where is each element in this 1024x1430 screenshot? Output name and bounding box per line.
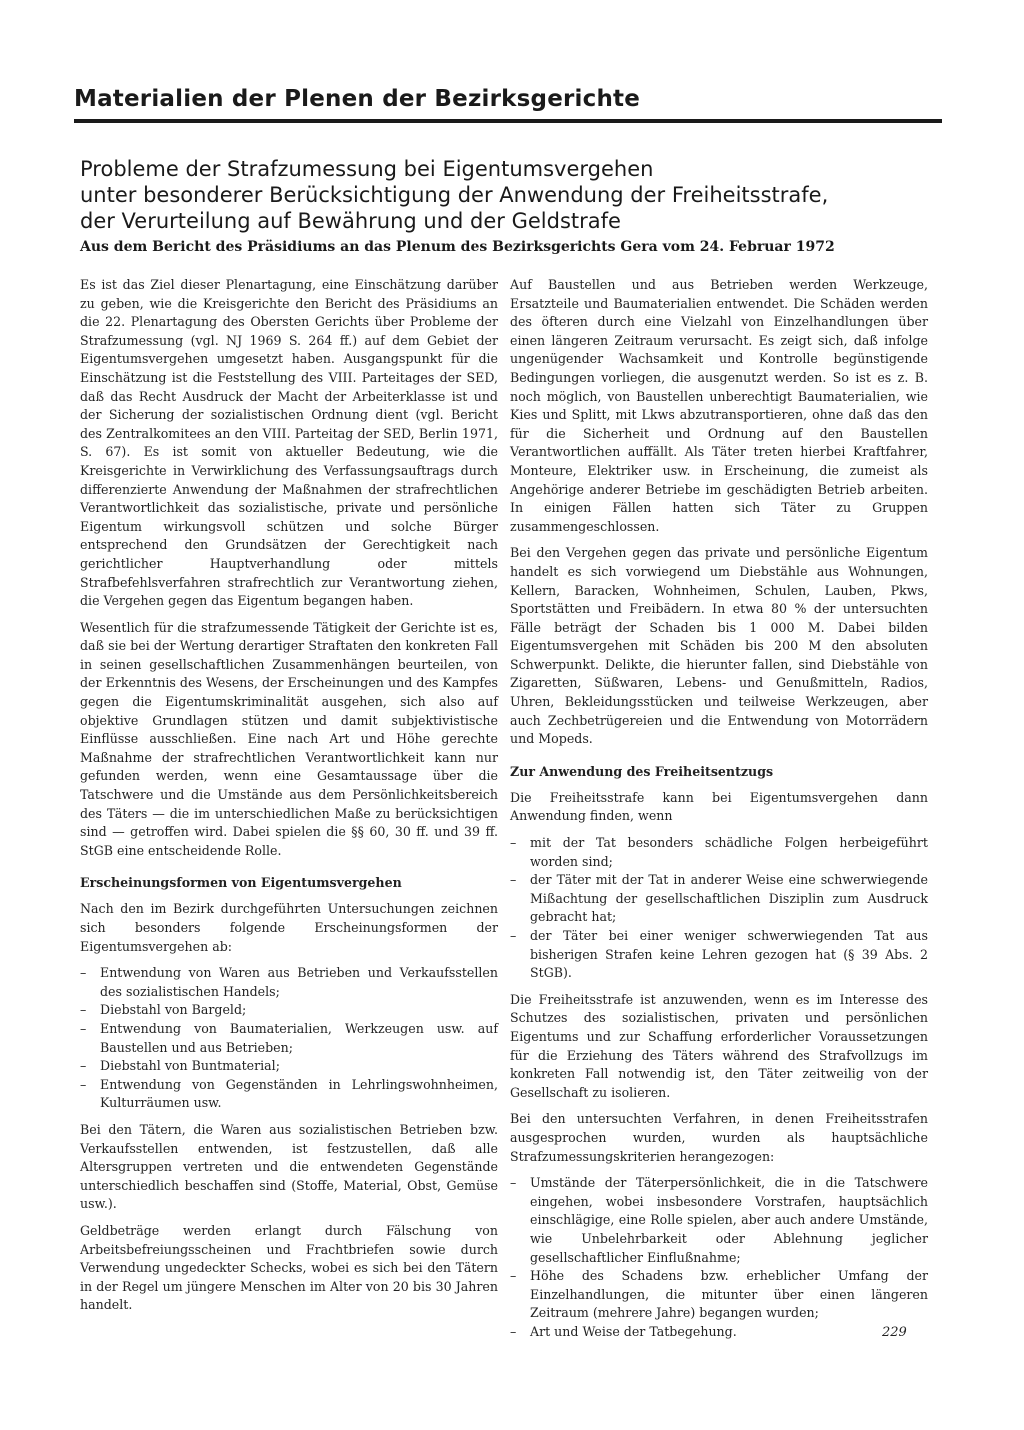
list-item: – der Täter mit der Tat in anderer Weise eine schwerwiegende Mißachtung der gesellschaftlichen Disziplin zum Ausdruck gebracht hat;: [510, 871, 928, 927]
list-item: – mit der Tat besonders schädliche Folgen herbeigeführt worden sind;: [510, 834, 928, 871]
left-column: [80, 276, 498, 1323]
paragraph: Es ist das Ziel dieser Plenartagung, eine Einschätzung darüber zu geben, wie die Kreisgerichte den Bericht des Präsidiums an die 22. Plenartagung des Obersten Gerichts über Probleme der Strafzumessung (vgl. NJ 1969 S. 264 ff.) auf dem Gebiet der Eigentumsvergehen umgesetzt haben. Ausgangspunkt für die Einschätzung ist die Feststellung des VIII. Parteitages der SED, daß das Recht Ausdruck der Macht der Arbeiterklasse ist und der Sicherung der sozialistischen Ordnung dient (vgl. Bericht des Zentralkomitees an den VIII. Parteitag der SED, Berlin 1971, S. 67). Es ist somit von aktueller Bedeutung, wie die Kreisgerichte in Verwirklichung des Verfassungsauftrags durch differenzierte Anwendung der Maßnahmen der strafrechtlichen Verantwortlichkeit das sozialistische, private und persönliche Eigentum wirkungsvoll schützen und solche Bürger entsprechend den Grundsätzen der Gerechtigkeit nach gerichtlicher Hauptverhandlung oder mittels Strafbefehlsverfahren strafrechtlich zur Verantwortung ziehen, die Vergehen gegen das Eigentum begangen haben.: [80, 277, 498, 609]
paragraph: Bei den Vergehen gegen das private und persönliche Eigentum handelt es sich vorwiegend um Diebstähle aus Wohnungen, Kellern, Baracken, Wohnheimen, Schulen, Lauben, Pkws, Sportstätten und Freibädern. In etwa 80 % der untersuchten Fälle beträgt der Schaden bis 1 000 M. Dabei bilden Eigentumsvergehen mit Schäden bis 200 M den absoluten Schwerpunkt. Delikte, die hierunter fallen, sind Diebstähle von Zigaretten, Süßwaren, Lebens- und Genußmitteln, Radios, Uhren, Bekleidungsstücken und teilweise Werkzeugen, aber auch Zechbetrügereien und die Entwendung von Motorrädern und Mopeds.: [510, 545, 928, 747]
article-title-line: unter besonderer Berücksichtigung der Anwendung der Freiheitsstrafe,: [80, 183, 829, 207]
article-title-line: Probleme der Strafzumessung bei Eigentumsvergehen: [80, 157, 654, 181]
dash-list: [510, 1174, 928, 1341]
paragraph: Bei den Tätern, die Waren aus sozialistischen Betrieben bzw. Verkaufsstellen entwenden, ist festzustellen, daß alle Altersgruppen vertreten und die entwendeten Gegenstände unterschiedlich beschaffen sind (Stoffe, Material, Obst, Gemüse usw.).: [80, 1121, 498, 1212]
list-item: – Art und Weise der Tatbegehung.: [510, 1323, 928, 1342]
article-title-line: der Verurteilung auf Bewährung und der Geldstrafe: [80, 209, 621, 233]
section-title: Materialien der Plenen der Bezirksgerichte: [74, 86, 641, 112]
dash-list: [510, 834, 928, 983]
list-item: – der Täter bei einer weniger schwerwiegenden Tat aus bisherigen Strafen keine Lehren gezogen hat (§ 39 Abs. 2 StGB).: [510, 927, 928, 983]
paragraph: Bei den untersuchten Verfahren, in denen Freiheitsstrafen ausgesprochen wurden, wurden als hauptsächliche Strafzumessungskriterien herangezogen:: [510, 1111, 928, 1164]
list-item: – Umstände der Täterpersönlichkeit, die in die Tatschwere eingehen, wobei insbesondere Vorstrafen, hauptsächlich einschlägige, eine Rolle spielen, aber auch andere Umstände, wie Unbelehrbarkeit oder Ablehnung jeglicher gesellschaftlicher Einflußnahme;: [510, 1174, 928, 1267]
dash-list: [80, 964, 498, 1113]
paragraph: Auf Baustellen und aus Betrieben werden Werkzeuge, Ersatzteile und Baumaterialien entwendet. Die Schäden werden des öfteren durch eine Vielzahl von Einzelhandlungen über einen längeren Zeitraum verursacht. Es zeigt sich, daß infolge ungenügender Wachsamkeit und Kontrolle begünstigende Bedingungen vorliegen, die ausgenutzt werden. So ist es z. B. noch möglich, von Baustellen unberechtigt Baumaterialien, wie Kies und Splitt, mit Lkws abzutransportieren, ohne daß das den für die Sicherheit und Ordnung auf den Baustellen Verantwortlichen auffällt. Als Täter treten hierbei Kraftfahrer, Monteure, Elektriker usw. in Erscheinung, die zumeist als Angehörige anderer Betriebe im geschädigten Betrieb arbeiten. In einigen Fällen hatten sich Täter zu Gruppen zusammengeschlossen.: [510, 277, 928, 534]
list-item: – Diebstahl von Buntmaterial;: [80, 1057, 498, 1076]
paragraph: Wesentlich für die strafzumessende Tätigkeit der Gerichte ist es, daß sie bei der Wertung derartiger Straftaten den konkreten Fall in seinen gesellschaftlichen Zusammenhängen beurteilen, von der Erkenntnis des Wesens, der Erscheinungen und des Kampfes gegen die Eigentumskriminalität ausgehen, sich also auf objektive Grundlagen stützen und damit subjektivistische Einflüsse ausschließen. Eine nach Art und Höhe gerechte Maßnahme der strafrechtlichen Verantwortlichkeit kann nur gefunden werden, wenn eine Gesamtaussage über die Tatschwere und die Umstände aus dem Persönlichkeitsbereich des Täters — die im unterschiedlichen Maße zu berücksichtigen sind — getroffen wird. Dabei spielen die §§ 60, 30 ff. und 39 ff. StGB eine entscheidende Rolle.: [80, 619, 498, 858]
article-title: [80, 156, 930, 234]
paragraph: Geldbeträge werden erlangt durch Fälschung von Arbeitsbefreiungsscheinen und Frachtbriefen sowie durch Verwendung ungedeckter Schecks, wobei es sich bei den Tätern in der Regel um jüngere Menschen im Alter von 20 bis 30 Jahren handelt.: [80, 1222, 498, 1313]
article-subtitle: Aus dem Bericht des Präsidiums an das Plenum des Bezirksgerichts Gera vom 24. Februar 1972: [80, 239, 835, 255]
paragraph: Die Freiheitsstrafe ist anzuwenden, wenn es im Interesse des Schutzes des sozialistischen, privaten und persönlichen Eigentums und zur Schaffung erforderlicher Voraussetzungen für die Erziehung des Täters während des Strafvollzugs im konkreten Fall notwendig ist, den Täter zeitweilig von der Gesellschaft zu isolieren.: [510, 991, 928, 1100]
list-item: – Entwendung von Baumaterialien, Werkzeugen usw. auf Baustellen und aus Betrieben;: [80, 1020, 498, 1057]
section-title-rule: [74, 119, 942, 123]
list-item: – Entwendung von Waren aus Betrieben und Verkaufsstellen des sozialistischen Handels;: [80, 964, 498, 1001]
list-item: – Diebstahl von Bargeld;: [80, 1001, 498, 1020]
section-heading: Erscheinungsformen von Eigentumsvergehen: [80, 875, 402, 891]
section-heading: Zur Anwendung des Freiheitsentzugs: [510, 763, 774, 779]
right-column: [510, 276, 928, 1349]
paragraph: Nach den im Bezirk durchgeführten Untersuchungen zeichnen sich besonders folgende Erscheinungsformen der Eigentumsvergehen ab:: [80, 901, 498, 954]
list-item: – Entwendung von Gegenständen in Lehrlingswohnheimen, Kulturräumen usw.: [80, 1076, 498, 1113]
list-item: – Höhe des Schadens bzw. erheblicher Umfang der Einzelhandlungen, die mitunter über einen längeren Zeitraum (mehrere Jahre) begangen wurden;: [510, 1267, 928, 1323]
paragraph: Die Freiheitsstrafe kann bei Eigentumsvergehen dann Anwendung finden, wenn: [510, 789, 928, 824]
page-number: 229: [882, 1325, 907, 1340]
